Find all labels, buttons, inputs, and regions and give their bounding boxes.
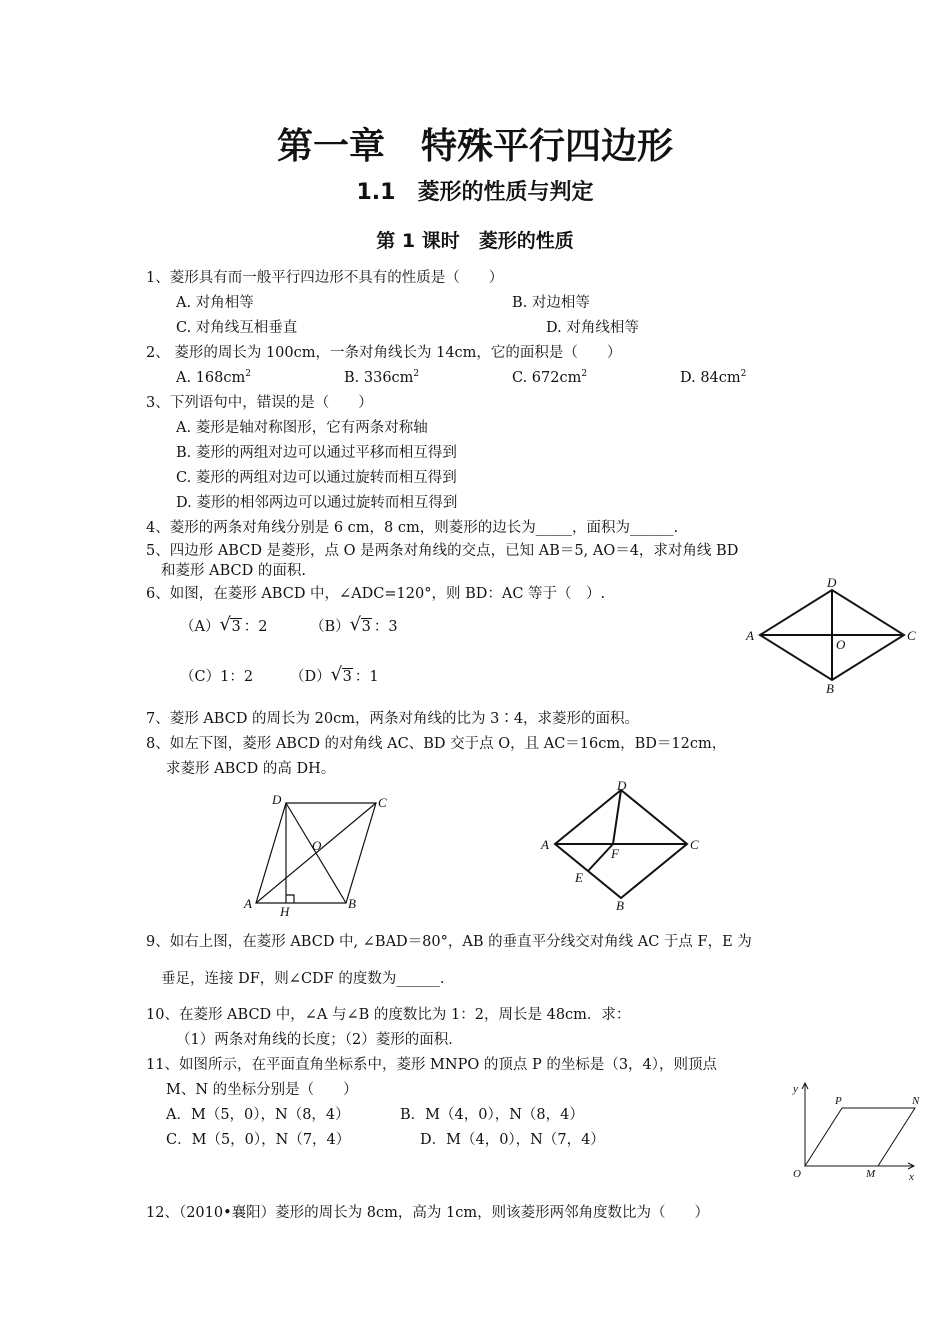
q6-option-a: （A）√ 3 ：2 bbox=[180, 617, 267, 637]
q1-option-a: A. 对角相等 bbox=[176, 295, 254, 311]
q11-option-b: B．M（4，0），N（8，4） bbox=[400, 1107, 584, 1123]
chapter-title: 第一章 特殊平行四边形 bbox=[276, 126, 673, 167]
right-angle-mark bbox=[286, 895, 294, 903]
q2-option-d: D. $84cm^2$ bbox=[680, 369, 747, 386]
label-o: O bbox=[793, 1168, 801, 1180]
q3-stem: 3、下列语句中，错误的是（ ） bbox=[146, 395, 373, 411]
segment-df bbox=[613, 790, 621, 844]
lesson-title: 第 1 课时 菱形的性质 bbox=[376, 230, 574, 252]
section-title: 1.1 菱形的性质与判定 bbox=[356, 180, 594, 205]
label-d: D bbox=[272, 792, 282, 807]
label-d: D bbox=[827, 575, 837, 590]
q1-option-d: D. 对角线相等 bbox=[546, 320, 639, 336]
q6-option-b: （B）√ 3 ：3 bbox=[310, 617, 398, 637]
label-b: B bbox=[826, 681, 834, 696]
q6-stem: 6、如图，在菱形 ABCD 中，∠ADC=120°，则 BD：AC 等于（ ）. bbox=[146, 586, 606, 602]
sqrt-symbol: √ 3 bbox=[331, 667, 353, 687]
q12-text: 12、（2010•襄阳）菱形的周长为 8cm，高为 1cm，则该菱形两邻角度数比为（ ） bbox=[146, 1205, 710, 1221]
q8-line1: 8、如左下图，菱形 ABCD 的对角线 AC、BD 交于点 O，且 AC＝16cm，BD＝12cm， bbox=[146, 736, 727, 752]
q1-option-c: C. 对角线互相垂直 bbox=[176, 320, 298, 336]
q4-text: 4、菱形的两条对角线分别是 6 cm，8 cm，则菱形的边长为_____，面积为______. bbox=[146, 520, 679, 536]
q3-option-c: C. 菱形的两组对边可以通过旋转而相互得到 bbox=[176, 470, 457, 486]
label-b: B bbox=[348, 896, 356, 911]
q6-rhombus-figure bbox=[740, 575, 920, 695]
label-d: D bbox=[617, 778, 627, 793]
label-a: A bbox=[746, 628, 754, 643]
label-y: y bbox=[793, 1083, 798, 1095]
label-p: P bbox=[835, 1095, 842, 1107]
q3-option-b: B. 菱形的两组对边可以通过平移而相互得到 bbox=[176, 445, 457, 461]
q11-line1: 11、如图所示，在平面直角坐标系中，菱形 MNPO 的顶点 P 的坐标是（3，4），则顶点 bbox=[146, 1057, 718, 1073]
label-f: F bbox=[611, 846, 619, 861]
label-m: M bbox=[866, 1168, 876, 1180]
rhombus-outline bbox=[805, 1108, 915, 1166]
q11-coordinate-figure bbox=[785, 1078, 925, 1188]
q9-line1: 9、如右上图，在菱形 ABCD 中, ∠BAD＝80°，AB 的垂直平分线交对角线 AC 于点 F，E 为 bbox=[146, 934, 752, 950]
q2-option-b: B. $336cm^2$ bbox=[344, 369, 420, 386]
q5-line2: 和菱形 ABCD 的面积. bbox=[161, 563, 306, 579]
q1-stem: 1、菱形具有而一般平行四边形不具有的性质是（ ） bbox=[146, 270, 504, 286]
q6-option-c: （C）1：2 bbox=[180, 669, 254, 685]
label-c: C bbox=[690, 837, 699, 852]
q5-line1: 5、四边形 ABCD 是菱形，点 O 是两条对角线的交点，已知 AB＝5, AO＝4，求对角线 BD bbox=[146, 543, 739, 559]
label-c: C bbox=[378, 795, 387, 810]
label-e: E bbox=[575, 870, 583, 885]
q2-option-a: A. $168cm^2$ bbox=[176, 369, 251, 386]
q1-option-b: B. 对边相等 bbox=[512, 295, 590, 311]
q9-rhombus-figure bbox=[535, 778, 710, 913]
q7-text: 7、菱形 ABCD 的周长为 20cm，两条对角线的比为 3∶4，求菱形的面积。 bbox=[146, 711, 640, 727]
label-c: C bbox=[907, 628, 916, 643]
q11-option-d: D．M（4，0），N（7，4） bbox=[420, 1132, 605, 1148]
q2-stem: 2、 菱形的周长为 100cm，一条对角线长为 14cm，它的面积是（ ） bbox=[146, 345, 622, 361]
q3-option-d: D. 菱形的相邻两边可以通过旋转而相互得到 bbox=[176, 495, 458, 511]
q11-line2: M、N 的坐标分别是（ ） bbox=[166, 1082, 358, 1098]
q8-line2: 求菱形 ABCD 的高 DH。 bbox=[166, 761, 336, 777]
label-a: A bbox=[541, 837, 549, 852]
q6-option-d: （D）√ 3 ：1 bbox=[290, 667, 379, 687]
q8-rhombus-figure bbox=[240, 790, 400, 920]
label-n: N bbox=[912, 1095, 920, 1107]
sqrt-symbol: √ 3 bbox=[350, 617, 372, 637]
q10-line2: （1）两条对角线的长度；（2）菱形的面积． bbox=[176, 1032, 463, 1048]
label-h: H bbox=[280, 904, 290, 919]
diagonal-bd bbox=[286, 803, 346, 903]
segment-ef bbox=[588, 844, 613, 871]
label-b: B bbox=[616, 898, 624, 913]
q3-option-a: A. 菱形是轴对称图形，它有两条对称轴 bbox=[176, 420, 428, 436]
sqrt-symbol: √ 3 bbox=[219, 617, 241, 637]
label-a: A bbox=[244, 896, 252, 911]
label-o: O bbox=[836, 637, 846, 652]
q11-option-c: C．M（5，0），N（7，4） bbox=[166, 1132, 351, 1148]
label-o: O bbox=[312, 838, 322, 853]
q10-line1: 10、在菱形 ABCD 中，∠A 与∠B 的度数比为 1：2，周长是 48cm．求： bbox=[146, 1007, 631, 1023]
label-x: x bbox=[909, 1171, 914, 1183]
q2-option-c: C. $672cm^2$ bbox=[512, 369, 588, 386]
q11-option-a: A．M（5，0），N（8，4） bbox=[166, 1107, 350, 1123]
q9-line2: 垂足，连接 DF，则∠CDF 的度数为______. bbox=[161, 971, 445, 987]
